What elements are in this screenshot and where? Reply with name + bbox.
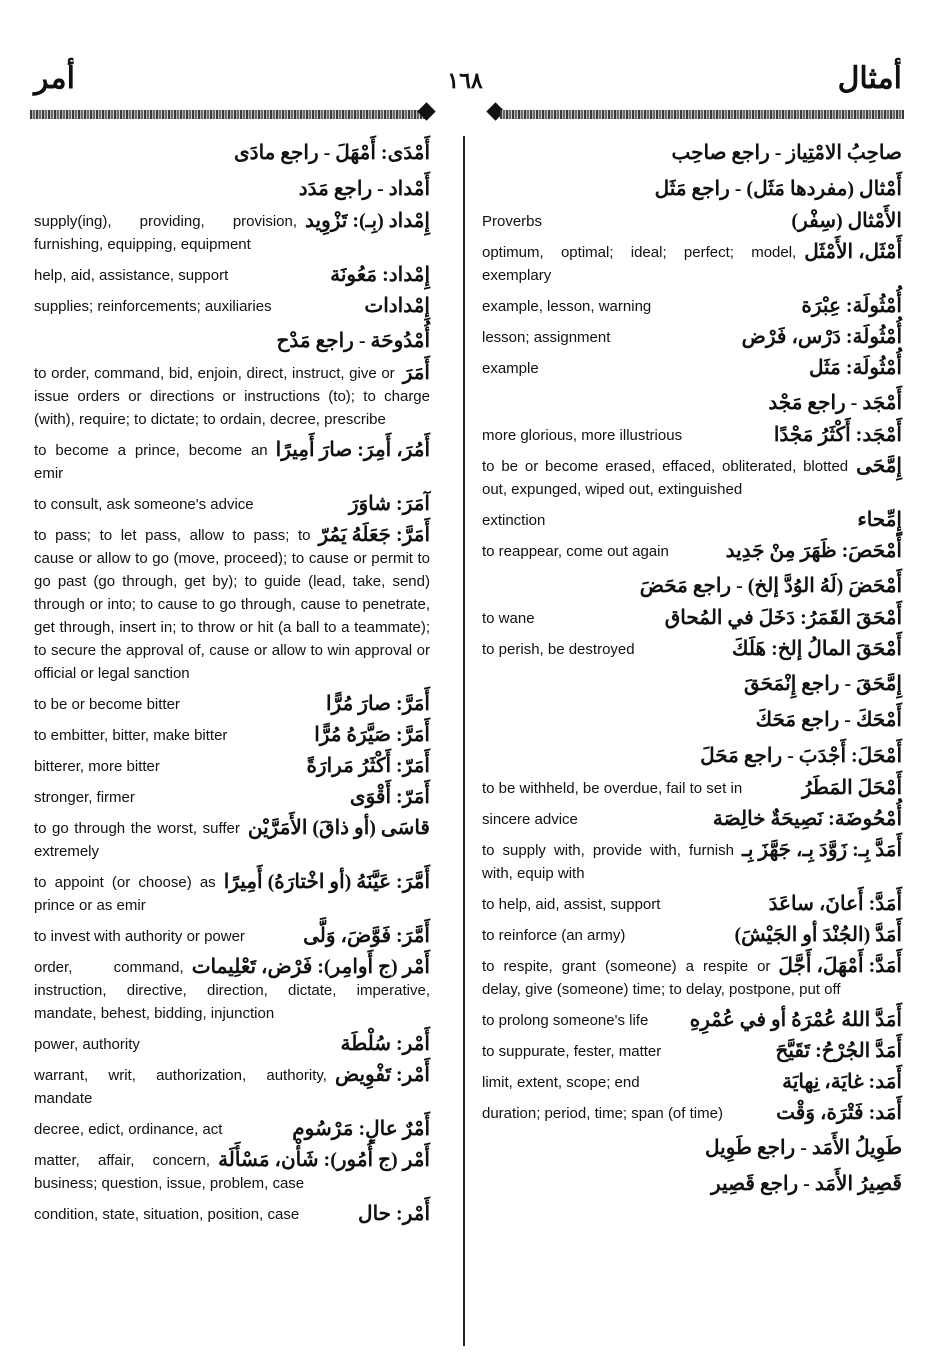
entry-definition: to pass; to let pass, allow to pass; to cause or allow to go (move, proceed); to cause or permit to go past (go through, get by); to guide (lead, take, send) through or into; to cause to go through, cause to penetrate, get through, insert in; to throw or hit (a ball to a teammate); to secure the approval of, cause or allow to win approval or official or legal sanction	[34, 527, 430, 682]
dictionary-entry	[482, 808, 902, 831]
dictionary-entry	[34, 264, 430, 287]
entry-headword: أَمَّرَ: فَوَّضَ، وَلَّى	[303, 925, 430, 947]
entry-definition: supplies; reinforcements; auxiliaries	[34, 298, 272, 315]
entry-definition: to invest with authority or power	[34, 928, 245, 945]
dictionary-entry	[34, 817, 430, 863]
dictionary-entry	[34, 871, 430, 917]
dictionary-entry	[34, 724, 430, 747]
entry-headword: إِمْداد (بِـ): تَزْوِيد	[305, 210, 430, 232]
entry-definition: to appoint (or choose) as prince or as emir	[34, 874, 216, 914]
entry-definition: to suppurate, fester, matter	[482, 1043, 662, 1060]
dictionary-cross-reference: أَمْثال (مفردها مَثَل) - راجع مَثَل	[654, 178, 902, 200]
dictionary-entry	[482, 241, 902, 287]
header-rule-left	[30, 110, 428, 119]
dictionary-entry	[482, 455, 902, 501]
entry-headword: أَمَدَّ: أَمْهَلَ، أَجَّلَ	[778, 955, 902, 977]
entry-headword: أَمَد: فَتْرَة، وَقْت	[776, 1102, 902, 1124]
entry-definition: order, command, instruction, directive, direction, dictate, imperative, mandate, behest, bidding, injunction	[34, 959, 430, 1022]
entry-definition: example, lesson, warning	[482, 298, 652, 315]
dictionary-cross-reference: أَمْحَكَ - راجع مَحَكَ	[755, 709, 902, 731]
dictionary-cross-reference: قَصِيرُ الأَمَد - راجع قَصِير	[710, 1173, 902, 1195]
dictionary-entry	[34, 524, 430, 685]
dictionary-entry	[34, 439, 430, 485]
dictionary-entry	[34, 693, 430, 716]
entry-definition: optimum, optimal; ideal; perfect; model, exemplary	[482, 244, 797, 284]
entry-definition: condition, state, situation, position, case	[34, 1206, 300, 1223]
dictionary-entry	[482, 424, 902, 447]
entry-definition: to wane	[482, 610, 535, 627]
dictionary-entry	[482, 540, 902, 563]
entry-headword: أُمْثُولَة: مَثَل	[808, 357, 902, 379]
dictionary-entry	[482, 1009, 902, 1032]
entry-definition: power, authority	[34, 1036, 140, 1053]
column-divider	[463, 136, 465, 1346]
entry-headword: أَمْحَقَ المالُ إلخ: هَلَكَ	[732, 638, 902, 660]
entry-definition: limit, extent, scope; end	[482, 1074, 640, 1091]
entry-definition: extinction	[482, 512, 546, 529]
dictionary-entry	[482, 607, 902, 630]
entry-definition: to prolong someone's life	[482, 1012, 649, 1029]
dictionary-entry	[482, 924, 902, 947]
dictionary-entry	[482, 326, 902, 349]
entry-headword: أَمَدَّ الجُرْحُ: تَقَيَّحَ	[775, 1040, 902, 1062]
dictionary-cross-reference: أَمْجَد - راجع مَجْد	[768, 392, 902, 414]
entry-definition: to reinforce (an army)	[482, 927, 626, 944]
entry-headword: أَمْثَل، الأَمْثَل	[804, 241, 902, 263]
entry-definition: sincere advice	[482, 811, 578, 828]
entry-headword: إِمِّحاء	[857, 509, 902, 531]
entry-headword: أَمَدَّ بِـ: زَوَّدَ بِـ، جَهَّزَ بِـ	[742, 839, 902, 861]
right-column	[482, 138, 902, 1205]
entry-headword: أَمَرّ: أَقْوَى	[349, 786, 430, 808]
entry-definition: help, aid, assistance, support	[34, 267, 229, 284]
entry-definition: supply(ing), providing, provision, furnishing, equipping, equipment	[34, 213, 298, 253]
dictionary-entry	[34, 362, 430, 431]
entry-headword: أَمْحَلَ المَطَرُ	[802, 777, 902, 799]
dictionary-cross-reference: أَمْحَلَ: أَجْدَبَ - راجع مَحَلَ	[700, 745, 902, 767]
running-head-left: أمر	[34, 62, 75, 95]
entry-headword: أُمْثُولَة: عِبْرَة	[801, 295, 902, 317]
entry-headword: أَمْر: تَفْوِيض	[334, 1064, 430, 1086]
entry-definition: warrant, writ, authorization, authority, mandate	[34, 1067, 327, 1107]
header-rule-right	[500, 110, 904, 119]
dictionary-entry	[482, 1102, 902, 1125]
entry-definition: stronger, firmer	[34, 789, 135, 806]
entry-headword: أَمْر (ج أَوامِر): فَرْض، تَعْلِيمات	[191, 956, 430, 978]
entry-definition: to respite, grant (someone) a respite or delay, give (someone) time; to delay, postpone, put off	[482, 958, 841, 998]
entry-headword: أَمَرَ	[402, 362, 430, 384]
entry-headword: أَمْرٌ عالٍ: مَرْسُوم	[292, 1118, 430, 1140]
entry-headword: أَمْحَقَ القَمَرُ: دَخَلَ في المُحاق	[664, 607, 902, 629]
dictionary-cross-reference: صاحِبُ الامْتِياز - راجع صاحِب	[671, 142, 902, 164]
entry-definition: decree, edict, ordinance, act	[34, 1121, 223, 1138]
entry-definition: to consult, ask someone's advice	[34, 496, 254, 513]
entry-headword: أَمَدَّ (الجُنْدَ أو الجَيْشَ)	[734, 924, 902, 946]
entry-headword: أَمُرَ، أَمِرَ: صارَ أَمِيرًا	[275, 439, 430, 461]
dictionary-entry	[482, 893, 902, 916]
entry-definition: to go through the worst, suffer extremely	[34, 820, 240, 860]
entry-headword: أَمَدَّ: أَعانَ، ساعَدَ	[768, 893, 902, 915]
left-column	[34, 138, 430, 1234]
entry-headword: الأَمْثال (سِفْر)	[791, 210, 902, 232]
entry-headword: أَمَرَّ: صارَ مُرًّا	[325, 693, 430, 715]
entry-definition: to be withheld, be overdue, fail to set in	[482, 780, 743, 797]
entry-headword: أَمَد: غايَة، نِهايَة	[782, 1071, 902, 1093]
dictionary-entry	[34, 1033, 430, 1056]
entry-definition: to help, aid, assist, support	[482, 896, 661, 913]
entry-definition: to embitter, bitter, make bitter	[34, 727, 228, 744]
dictionary-entry	[482, 357, 902, 380]
entry-headword: إِمْداد: مَعُونَة	[330, 264, 430, 286]
entry-definition: to order, command, bid, enjoin, direct, instruct, give or issue orders or directions or instructions (to); to charge (with), require; to dictate; to ordain, decree, prescribe	[34, 365, 430, 428]
dictionary-entry	[34, 295, 430, 318]
dictionary-cross-reference: أَمْدَى: أَمْهَلَ - راجع مادَى	[234, 142, 430, 164]
entry-headword: أَمَرَّ: صَيَّرَهُ مُرًّا	[314, 724, 430, 746]
dictionary-cross-reference: أَمْحَضَ (لَهُ الوُدَّ إلخ) - راجع مَحَضَ	[639, 575, 902, 597]
entry-definition: more glorious, more illustrious	[482, 427, 683, 444]
entry-headword: أَمْحَصَ: ظَهَرَ مِنْ جَدِيد	[725, 540, 902, 562]
dictionary-entry	[34, 786, 430, 809]
entry-headword: أَمْر: حال	[358, 1203, 430, 1225]
dictionary-entry	[34, 956, 430, 1025]
dictionary-entry	[482, 638, 902, 661]
entry-headword: أَمَدَّ اللهُ عُمْرَهُ أو في عُمْرِهِ	[689, 1009, 902, 1031]
dictionary-entry	[34, 210, 430, 256]
dictionary-entry	[34, 755, 430, 778]
entry-definition: to perish, be destroyed	[482, 641, 635, 658]
entry-headword: أَمْر (ج أُمُور): شَأْن، مَسْأَلَة	[218, 1149, 430, 1171]
entry-definition: duration; period, time; span (of time)	[482, 1105, 723, 1122]
entry-definition: to become a prince, become an emir	[34, 442, 268, 482]
entry-headword: قاسَى (أو ذاقَ) الأَمَرَّيْن	[247, 817, 430, 839]
page-number: ١٦٨	[447, 68, 483, 93]
entry-headword: أَمَرّ: أَكْثَرُ مَرارَةً	[306, 755, 430, 777]
dictionary-cross-reference: طَوِيلُ الأَمَد - راجع طَوِيل	[705, 1137, 902, 1159]
running-head-right: أمثال	[837, 62, 902, 95]
dictionary-entry	[34, 493, 430, 516]
entry-definition: to reappear, come out again	[482, 543, 669, 560]
dictionary-entry	[482, 210, 902, 233]
entry-headword: إِمْدادات	[364, 295, 430, 317]
entry-definition: to be or become erased, effaced, obliterated, blotted out, expunged, wiped out, extinguished	[482, 458, 849, 498]
dictionary-entry	[482, 295, 902, 318]
dictionary-entry	[482, 839, 902, 885]
entry-definition: to supply with, provide with, furnish with, equip with	[482, 842, 734, 882]
entry-headword: أُمْحُوضَة: نَصِيحَةٌ خالِصَة	[712, 808, 902, 830]
entry-definition: to be or become bitter	[34, 696, 180, 713]
entry-definition: example	[482, 360, 539, 377]
dictionary-entry	[482, 1040, 902, 1063]
dictionary-entry	[34, 1118, 430, 1141]
dictionary-entry	[34, 925, 430, 948]
entry-definition: matter, affair, concern, business; question, issue, problem, case	[34, 1152, 305, 1192]
dictionary-entry	[34, 1064, 430, 1110]
entry-headword: أَمْجَد: أَكْثَرُ مَجْدًا	[773, 424, 902, 446]
entry-headword: أُمْثُولَة: دَرْس، فَرْض	[741, 326, 902, 348]
entry-headword: أَمَرَّ: جَعَلَهُ يَمُرّ	[318, 524, 430, 546]
dictionary-entry	[482, 777, 902, 800]
entry-headword: أَمْر: سُلْطَة	[340, 1033, 430, 1055]
dictionary-cross-reference: أَمْداد - راجع مَدَد	[298, 178, 430, 200]
dictionary-entry	[482, 1071, 902, 1094]
dictionary-entry	[482, 955, 902, 1001]
entry-definition: bitterer, more bitter	[34, 758, 160, 775]
dictionary-entry	[34, 1149, 430, 1195]
entry-headword: آمَرَ: شاوَرَ	[348, 493, 430, 515]
dictionary-entry	[34, 1203, 430, 1226]
entry-definition: lesson; assignment	[482, 329, 611, 346]
dictionary-cross-reference: أُمْدُوحَة - راجع مَدْح	[276, 330, 430, 352]
dictionary-entry	[482, 509, 902, 532]
entry-definition: Proverbs	[482, 213, 543, 230]
entry-headword: إِمَّحَى	[856, 455, 902, 477]
dictionary-cross-reference: إِمَّحَقَ - راجع إِنْمَحَقَ	[743, 673, 902, 695]
entry-headword: أَمَّرَ: عَيَّنَهُ (أو اخْتارَهُ) أَمِيرًا	[223, 871, 430, 893]
